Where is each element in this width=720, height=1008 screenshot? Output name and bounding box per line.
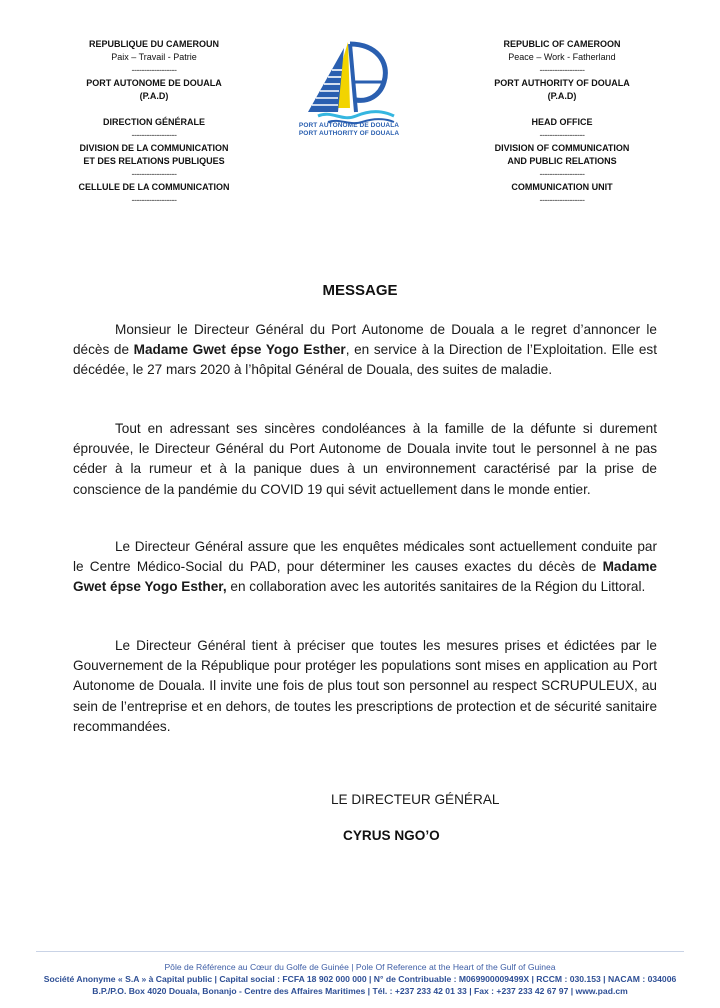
header-left-separator: ------------------	[131, 130, 177, 140]
paragraph-text: Le Directeur Général assure que les enquêtes médicales sont actuellement conduite par le Centre Médico-Social du PAD, pour déterminer les causes exactes du décès de	[73, 539, 657, 575]
header-right-office: HEAD OFFICE	[531, 117, 593, 127]
header-right-separator: ------------------	[539, 169, 585, 179]
header-right-org: PORT AUTHORITY OF DOUALA	[494, 78, 630, 88]
header-right-org-abbr: (P.A.D)	[547, 91, 577, 101]
port-autonome-douala-logo-icon	[298, 38, 400, 124]
header-right-unit: COMMUNICATION UNIT	[511, 182, 613, 192]
logo-text-fr: PORT AUTONOME DE DOUALA	[298, 122, 400, 129]
header-right-division: AND PUBLIC RELATIONS	[507, 156, 617, 166]
header-left	[54, 38, 254, 207]
message-paragraph-3	[73, 537, 657, 598]
header-left-separator: ------------------	[131, 169, 177, 179]
header-left-separator: ------------------	[131, 65, 177, 75]
paragraph-text: , en service à la Direction de l’Exploitation. Elle est décédée, le 27 mars 2020 à l’hôpital Général de Douala, des suites de maladie.	[73, 342, 657, 378]
header-right-country: REPUBLIC OF CAMEROON	[503, 39, 621, 49]
header-left-motto: Paix – Travail - Patrie	[111, 52, 197, 62]
message-paragraph-1	[73, 320, 657, 381]
header-right-separator: ------------------	[539, 65, 585, 75]
header-left-division: DIVISION DE LA COMMUNICATION	[79, 143, 229, 153]
header-right	[462, 38, 662, 207]
message-paragraph-2: Tout en adressant ses sincères condoléances à la famille de la défunte si durement éprouvée, le Directeur Général du Port Autonome de Douala invite tout le personnel à ne pas céder à la rumeur et à la panique dues à un environnement caractérisé par la prise de conscience de la pandémie du COVID 19 qui sévit actuellement dans le monde entier.	[73, 421, 657, 497]
header-left-country: REPUBLIQUE DU CAMEROUN	[88, 39, 219, 49]
header-left-separator: ------------------	[131, 195, 177, 205]
header-left-unit: CELLULE DE LA COMMUNICATION	[78, 182, 230, 192]
message-title: MESSAGE	[322, 282, 398, 299]
logo-text-en: PORT AUTHORITY OF DOUALA	[298, 130, 400, 137]
deceased-name: Madame Gwet épse Yogo Esther,	[73, 559, 657, 595]
header-right-separator: ------------------	[539, 195, 585, 205]
footer-legal-info: Société Anonyme « S.A » à Capital public | Capital social : FCFA 18 902 000 000 | N° de Contribuable : M069900009499X | RCCM : 030.153 | NACAM : 034006	[43, 974, 677, 984]
header-left-division: ET DES RELATIONS PUBLIQUES	[83, 156, 225, 166]
header-left-office: DIRECTION GÉNÉRALE	[102, 117, 205, 127]
header-right-division: DIVISION OF COMMUNICATION	[494, 143, 630, 153]
message-paragraph-4: Le Directeur Général tient à préciser que toutes les mesures prises et édictées par le Gouvernement de la République pour protéger les populations sont mises en application au Port Autonome de Douala. Il invite une fois de plus tout son personnel au respect SCRUPULEUX, au sein de l’entreprise et en dehors, de toutes les prescriptions de protection et de sécurité sanitaire recommandées.	[73, 638, 657, 734]
deceased-name: Madame Gwet épse Yogo Esther	[133, 342, 346, 358]
header-left-org-abbr: (P.A.D)	[139, 91, 169, 101]
footer-contact-info: B.P./P.O. Box 4020 Douala, Bonanjo - Centre des Affaires Maritimes | Tél. : +237 233 42 01 33 | Fax : +237 233 42 67 97 | www.pad.cm	[92, 986, 628, 996]
footer-divider	[36, 951, 684, 952]
signatory-name: CYRUS NGO’O	[343, 828, 440, 843]
signatory-title: LE DIRECTEUR GÉNÉRAL	[331, 792, 500, 807]
header-left-org: PORT AUTONOME DE DOUALA	[86, 78, 222, 88]
paragraph-text: en collaboration avec les autorités sanitaires de la Région du Littoral.	[226, 579, 646, 595]
paragraph-text: Monsieur le Directeur Général du Port Autonome de Douala a le regret d’annoncer le décès de	[73, 322, 657, 358]
header-right-motto: Peace – Work - Fatherland	[508, 52, 616, 62]
footer-slogan: Pôle de Référence au Cœur du Golfe de Guinée | Pole Of Reference at the Heart of the Gulf of Guinea	[164, 962, 556, 972]
header-right-separator: ------------------	[539, 130, 585, 140]
pad-logo	[298, 38, 400, 138]
